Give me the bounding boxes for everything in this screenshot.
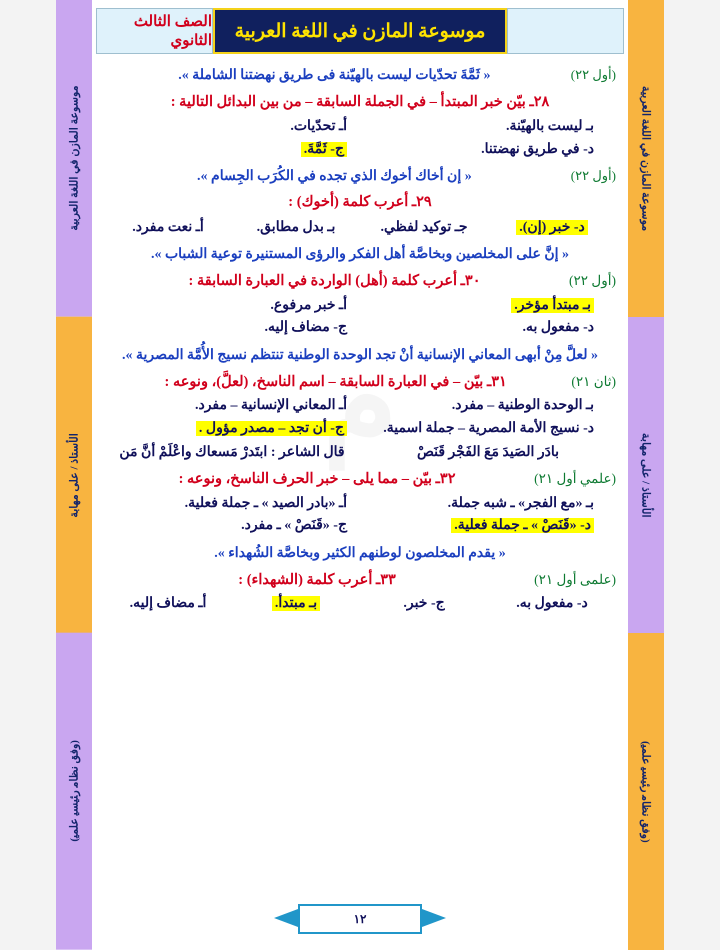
source-ref: (أول ٢٢) <box>569 273 616 289</box>
source-ref: (ثان ٢١) <box>571 373 616 389</box>
options-33-row <box>104 593 616 615</box>
page-title: موسوعة المازن في اللغة العربية <box>213 8 507 54</box>
quote-line <box>104 65 616 87</box>
option-30-b-label: بـ مبتدأ مؤخر. <box>511 298 594 313</box>
question-31-line <box>104 371 616 393</box>
options-28-row2 <box>104 139 616 161</box>
option-31-c-label: ج- أن تجد – مصدر مؤول . <box>196 421 347 436</box>
option-32-a[interactable]: أـ «بادر الصيد » ـ جملة فعلية. <box>184 495 347 511</box>
rail-right-segment-3: (وفق ن‍ظ‍‍ام‍ ر‍ئ‍ي‍س‍ي‍ ع‍ل‍م‍ي‍) <box>628 633 664 950</box>
page-number-ribbon <box>298 904 422 934</box>
option-33-a[interactable]: أـ مضاف إليه. <box>129 596 207 612</box>
side-rail-left <box>56 0 92 950</box>
question-30: ٣٠ـ أعرب كلمة (أهل) الواردة في العبارة السابقة : <box>188 273 481 290</box>
source-ref: (أول ٢٢) <box>570 67 616 82</box>
rail-left-segment-2: الأستاذ / على مهابة <box>56 317 92 634</box>
option-31-b[interactable]: بـ الوحدة الوطنية – مفرد. <box>451 398 594 414</box>
page-margin-right <box>664 0 720 950</box>
quote-text: « لعلَّ مِنْ أبهى المعاني الإنسانية أنْ تجد الوحدة الوطنية تنتظم نسيج الأُمَّة المصرية ». <box>121 347 599 363</box>
options-29-row <box>104 217 616 239</box>
option-28-a[interactable]: أـ تحدّيات. <box>290 119 347 135</box>
question-30-line <box>104 270 616 292</box>
page-footer <box>0 904 720 934</box>
option-31-d[interactable]: د- نسيج الأمة المصرية – جملة اسمية. <box>383 420 594 436</box>
option-32-c[interactable]: ج- «قَنَصْ » ـ مفرد. <box>241 518 347 534</box>
header-spacer <box>507 8 624 54</box>
option-32-d[interactable] <box>351 515 616 537</box>
rail-right-segment-2: الأستاذ / على مهابة <box>628 317 664 634</box>
source-ref: (علمى أول ٢١) <box>534 571 616 587</box>
option-33-c[interactable]: ج- خبر. <box>403 596 445 612</box>
page-header <box>96 8 624 54</box>
option-31-c[interactable] <box>104 418 351 440</box>
question-33: ٣٣ـ أعرب كلمة (الشهداء) : <box>238 571 396 588</box>
verse-first-hemistich: قال الشاعر : ابتَدرْ مَسعاك واعْلَمْ أنَّ مَن <box>119 445 345 461</box>
option-28-d[interactable]: د- في طريق نهضتنا. <box>481 141 594 157</box>
option-32-b[interactable]: بـ «مع الفجر» ـ شبه جملة. <box>447 495 594 511</box>
option-30-d[interactable]: د- مفعول به. <box>522 320 594 336</box>
option-33-b[interactable] <box>232 593 360 615</box>
options-31-row2 <box>104 418 616 440</box>
option-28-c-label: ج- ثَمَّةَ. <box>301 142 347 157</box>
question-31: ٣١ـ بيّن – في العبارة السابقة – اسم الناسخ، (لعلَّ)، ونوعه : <box>164 373 507 390</box>
options-31-row1 <box>104 395 616 417</box>
grade-label: الصف الثالث الثانوي <box>96 8 213 54</box>
rail-right-segment-1: موسوعة المازن في اللغة العربية <box>628 0 664 317</box>
option-30-b[interactable] <box>351 295 616 317</box>
option-28-b[interactable]: بـ ليست بالهيّنة. <box>505 119 594 135</box>
option-33-d[interactable]: د- مفعول به. <box>516 596 588 612</box>
question-32: ٣٢ـ بيّن – مما يلى – خبر الحرف الناسخ، ونوعه : <box>178 471 456 488</box>
source-ref: (أول ٢٢) <box>570 167 616 183</box>
question-29: ٢٩ـ أعرب كلمة (أخوك) : <box>288 194 432 211</box>
question-28: ٢٨ـ بيّن خبر المبتدأ – في الجملة السابقة – من بين البدائل التالية : <box>170 93 550 110</box>
option-31-a[interactable]: أـ المعاني الإنسانية – مفرد. <box>194 398 347 414</box>
options-32-row2 <box>104 515 616 537</box>
option-32-d-label: د- «قَنَصْ » ـ جملة فعلية. <box>451 518 594 533</box>
quote-text: « يقدم المخلصون لوطنهم الكثير وبخاصَّة الشُهداء ». <box>214 545 506 561</box>
option-28-c[interactable] <box>104 139 351 161</box>
options-30-row1 <box>104 295 616 317</box>
question-32-line <box>104 468 616 490</box>
rail-left-segment-3: (وفق ن‍ظ‍‍ام‍ ر‍ئ‍ي‍س‍ي‍ ع‍ل‍م‍ي‍) <box>56 633 92 950</box>
option-29-d[interactable] <box>488 217 616 239</box>
poetry-verse <box>104 442 616 464</box>
rail-left-segment-1: موسوعة المازن في اللغة العربية <box>56 0 92 317</box>
options-32-row1 <box>104 493 616 515</box>
option-30-c[interactable]: ج- مضاف إليه. <box>264 320 347 336</box>
page-number: ١٢ <box>353 911 367 926</box>
quote-text: « إن أخاك أخوك الذي تجده في الكُرَب الجِسام ». <box>197 168 472 184</box>
quote-text: « إنَّ على المخلصين وبخاصَّة أهل الفكر والرؤى المستنيرة توعية الشباب ». <box>150 247 570 263</box>
option-33-b-label: بـ مبتدأ. <box>272 596 320 611</box>
option-29-d-label: د- خبر (إن). <box>516 220 588 235</box>
quote-text: « ثَمَّةَ تحدّيات ليست بالهيّنة فى طريق نهضتنا الشاملة ». <box>178 68 491 83</box>
options-30-row2 <box>104 317 616 339</box>
side-rail-right <box>628 0 664 950</box>
page-margin-left <box>0 0 56 950</box>
options-28-row1 <box>104 116 616 138</box>
verse-second-hemistich: بادَر الصَيدَ مَعَ الفَجْر قَنَصْ <box>416 445 560 461</box>
watermark: م <box>322 333 398 466</box>
source-ref: (علمي أول ٢١) <box>534 471 616 487</box>
page-content <box>96 56 624 930</box>
option-29-c[interactable]: جـ توكيد لفظي. <box>380 219 468 235</box>
option-29-a[interactable]: أـ نعت مفرد. <box>132 219 204 235</box>
option-29-b[interactable]: بـ بدل مطابق. <box>256 219 336 235</box>
quote-line <box>104 166 616 188</box>
question-33-line <box>104 569 616 591</box>
option-30-a[interactable]: أـ خبر مرفوع. <box>270 297 347 313</box>
